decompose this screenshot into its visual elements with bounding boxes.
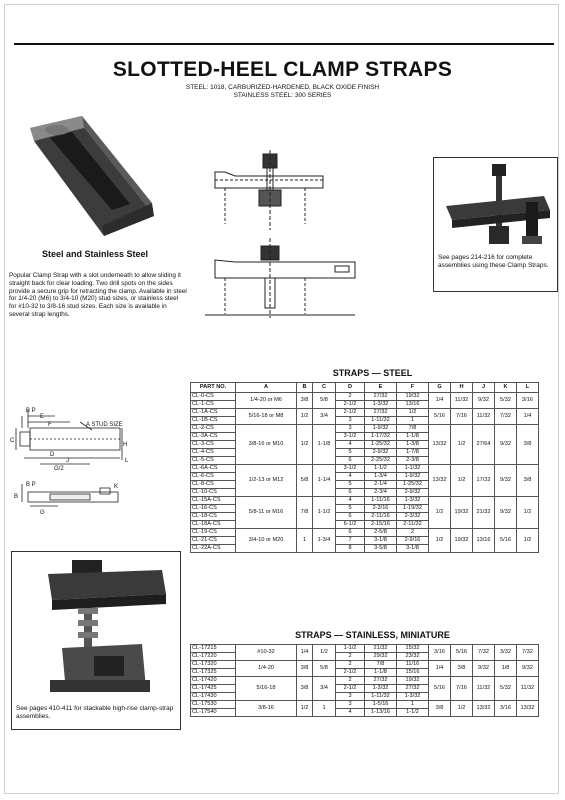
dim-f-cell: 1/2 xyxy=(397,409,429,417)
dim-f-cell: 2-3/32 xyxy=(397,513,429,521)
dim-k-cell: 1/8 xyxy=(495,661,517,677)
dim-e-cell: 27/32 xyxy=(365,393,397,401)
dim-f-cell: 15/32 xyxy=(397,645,429,653)
dim-c-cell: 5/8 xyxy=(313,393,336,409)
stackable-caption: See pages 410-411 for stackable high-rise clamp-strap assemblies. xyxy=(16,705,174,720)
dim-d-cell: 3 xyxy=(336,693,365,701)
dim-label-bp: B P xyxy=(26,408,36,414)
column-header: H xyxy=(451,383,473,393)
dim-g-cell: 13/32 xyxy=(429,425,451,465)
dim-j-cell: 9/32 xyxy=(473,661,495,677)
dim-d-cell: 3-1/2 xyxy=(336,465,365,473)
dim-c-cell: 1-1/2 xyxy=(313,497,336,529)
dim-label-h: H xyxy=(123,442,128,448)
dim-b-cell: 3/8 xyxy=(297,661,313,677)
part-number-cell: CL-16-CS xyxy=(191,505,236,513)
table-row xyxy=(191,425,539,433)
dim-e-cell: 1-17/32 xyxy=(365,433,397,441)
dim-label-c: C xyxy=(10,438,15,444)
dim-j-cell: 11/32 xyxy=(473,677,495,701)
dim-h-cell: 7/16 xyxy=(451,677,473,701)
table-row xyxy=(191,701,539,709)
stackable-photo-box xyxy=(11,551,181,730)
part-number-cell: CL-0-CS xyxy=(191,393,236,401)
dim-a-cell: 5/8-11 or M16 xyxy=(236,497,297,529)
dim-c-cell: 5/8 xyxy=(313,661,336,677)
dim-j-cell: 11/32 xyxy=(473,409,495,425)
part-number-cell: CL-3-CS xyxy=(191,441,236,449)
dim-b-cell: 1/4 xyxy=(297,645,313,661)
dim-c-cell: 1/2 xyxy=(313,645,336,661)
dim-e-cell: 2-1/4 xyxy=(365,481,397,489)
dim-d-cell: 3 xyxy=(336,701,365,709)
dim-d-cell: 4 xyxy=(336,473,365,481)
page-title: SLOTTED-HEEL CLAMP STRAPS xyxy=(112,58,453,81)
dim-d-cell: 6 xyxy=(336,457,365,465)
dim-e-cell: 1-11/32 xyxy=(365,693,397,701)
part-number-cell: CL-17325 xyxy=(191,669,236,677)
dim-label-k: K xyxy=(114,484,119,490)
material-stainless-note: STAINLESS STEEL: 300 SERIES xyxy=(233,92,332,99)
table-row xyxy=(191,661,539,669)
dim-d-cell: 3 xyxy=(336,417,365,425)
table-row xyxy=(191,677,539,685)
dim-e-cell: 2-5/8 xyxy=(365,529,397,537)
dim-d-cell: 3-1/2 xyxy=(336,433,365,441)
dim-e-cell: 3-5/8 xyxy=(365,545,397,553)
dim-d-cell: 2-1/2 xyxy=(336,685,365,693)
dim-k-cell: 9/32 xyxy=(495,465,517,497)
dim-e-cell: 2-3/4 xyxy=(365,489,397,497)
dim-c-cell: 1-1/8 xyxy=(313,425,336,465)
dim-f-cell: 3-1/8 xyxy=(397,545,429,553)
dim-a-cell: 3/8-16 or M10 xyxy=(236,425,297,465)
assembly-photo-box xyxy=(433,157,558,292)
dim-label-f: F xyxy=(48,422,52,428)
dim-g-cell: 3/8 xyxy=(429,701,451,717)
dim-e-cell: 2-25/32 xyxy=(365,457,397,465)
part-number-cell: CL-6A-CS xyxy=(191,465,236,473)
steel-straps-table xyxy=(190,382,539,553)
dim-g-cell: 5/16 xyxy=(429,677,451,701)
dim-label-e: E xyxy=(40,414,45,420)
dim-f-cell: 1 xyxy=(397,701,429,709)
dim-g-cell: 1/4 xyxy=(429,393,451,409)
dim-a-cell: 5/16-18 or M8 xyxy=(236,409,297,425)
table-row xyxy=(191,645,539,653)
dim-f-cell: 1 xyxy=(397,417,429,425)
dim-f-cell: 2-11/32 xyxy=(397,521,429,529)
table-row xyxy=(191,465,539,473)
dim-d-cell: 2 xyxy=(336,677,365,685)
dim-l-cell: 9/32 xyxy=(517,661,539,677)
dim-a-cell: #10-32 xyxy=(236,645,297,661)
dim-label-j: J xyxy=(66,458,69,464)
dim-h-cell: 3/8 xyxy=(451,661,473,677)
dim-e-cell: 1-3/32 xyxy=(365,401,397,409)
dim-f-cell: 19/32 xyxy=(397,393,429,401)
dim-e-cell: 1-1/2 xyxy=(365,465,397,473)
dim-b-cell: 1/2 xyxy=(297,409,313,425)
dim-e-cell: 2-3/16 xyxy=(365,505,397,513)
dim-e-cell: 1-9/32 xyxy=(365,425,397,433)
dim-l-cell: 13/32 xyxy=(517,701,539,717)
dim-a-cell: 5/16-18 xyxy=(236,677,297,701)
dim-j-cell: 9/32 xyxy=(473,393,495,409)
dim-b-cell: 7/8 xyxy=(297,497,313,529)
dim-f-cell: 1-3/32 xyxy=(397,497,429,505)
dim-h-cell: 1/2 xyxy=(451,701,473,717)
dim-d-cell: 2 xyxy=(336,661,365,669)
column-header: G xyxy=(429,383,451,393)
dim-d-cell: 6 xyxy=(336,529,365,537)
clamp-strap-photo xyxy=(12,108,162,238)
dim-l-cell: 1/4 xyxy=(517,409,539,425)
dim-f-cell: 13/16 xyxy=(397,401,429,409)
dim-d-cell: 2-1/2 xyxy=(336,669,365,677)
dim-d-cell: 1-1/2 xyxy=(336,645,365,653)
column-header: J xyxy=(473,383,495,393)
dim-f-cell: 2-9/32 xyxy=(397,489,429,497)
dim-e-cell: 2-11/16 xyxy=(365,513,397,521)
dim-a-cell: 3/4-10 or M20 xyxy=(236,529,297,553)
steel-table-heading: STRAPS — STEEL xyxy=(332,368,413,378)
clamp-assembly-photo xyxy=(434,158,557,253)
dim-h-cell: 19/32 xyxy=(451,497,473,529)
table-row xyxy=(191,497,539,505)
dim-j-cell: 27/64 xyxy=(473,425,495,465)
stainless-table-heading: STRAPS — STAINLESS, MINIATURE xyxy=(295,630,450,640)
table-row xyxy=(191,393,539,401)
dim-f-cell: 23/32 xyxy=(397,653,429,661)
dim-e-cell: 27/32 xyxy=(365,409,397,417)
dim-l-cell: 3/8 xyxy=(517,465,539,497)
dim-a-cell: 1/4-20 xyxy=(236,661,297,677)
dim-k-cell: 3/16 xyxy=(495,701,517,717)
dim-f-cell: 1-3/8 xyxy=(397,441,429,449)
dim-f-cell: 1-19/32 xyxy=(397,505,429,513)
dim-l-cell: 3/8 xyxy=(517,425,539,465)
dim-h-cell: 1/2 xyxy=(451,425,473,465)
dim-j-cell: 17/32 xyxy=(473,465,495,497)
dim-g-cell: 3/16 xyxy=(429,645,451,661)
table-row xyxy=(191,409,539,417)
part-number-cell: CL-1A-CS xyxy=(191,409,236,417)
part-number-cell: CL-17420 xyxy=(191,677,236,685)
dim-a-cell: 1/2-13 or M12 xyxy=(236,465,297,497)
dim-d-cell: 5 xyxy=(336,505,365,513)
part-number-cell: CL-18-CS xyxy=(191,513,236,521)
part-number-cell: CL-6-CS xyxy=(191,473,236,481)
column-header: B xyxy=(297,383,313,393)
dim-e-cell: 1-3/4 xyxy=(365,473,397,481)
column-header: L xyxy=(517,383,539,393)
dim-e-cell: 1-11/16 xyxy=(365,497,397,505)
dim-d-cell: 4 xyxy=(336,497,365,505)
dim-f-cell: 2-3/8 xyxy=(397,457,429,465)
dim-k-cell: 5/32 xyxy=(495,677,517,701)
dim-d-cell: 4 xyxy=(336,709,365,717)
dim-c-cell: 3/4 xyxy=(313,677,336,701)
dim-h-cell: 11/32 xyxy=(451,393,473,409)
part-number-cell: CL-17220 xyxy=(191,653,236,661)
dim-f-cell: 1-1/32 xyxy=(397,465,429,473)
part-number-cell: CL-8-CS xyxy=(191,481,236,489)
part-number-cell: CL-18A-CS xyxy=(191,521,236,529)
dim-f-cell: 1-7/8 xyxy=(397,449,429,457)
part-number-cell: CL-4-CS xyxy=(191,449,236,457)
dim-k-cell: 9/32 xyxy=(495,497,517,529)
dim-d-cell: 5 xyxy=(336,481,365,489)
dim-g-cell: 5/16 xyxy=(429,409,451,425)
dim-d-cell: 4 xyxy=(336,441,365,449)
part-number-cell: CL-2-CS xyxy=(191,425,236,433)
dim-e-cell: 2-15/16 xyxy=(365,521,397,529)
dimension-diagram xyxy=(10,402,135,517)
dim-label-g2: G/2 xyxy=(54,466,64,472)
dim-h-cell: 7/16 xyxy=(451,409,473,425)
column-header: K xyxy=(495,383,517,393)
part-number-cell: CL-22A-CS xyxy=(191,545,236,553)
dim-j-cell: 21/32 xyxy=(473,497,495,529)
dim-d-cell: 2-1/2 xyxy=(336,409,365,417)
dim-b-cell: 1 xyxy=(297,529,313,553)
dim-e-cell: 2-9/32 xyxy=(365,449,397,457)
dim-k-cell: 3/32 xyxy=(495,645,517,661)
column-header: C xyxy=(313,383,336,393)
stackable-assembly-photo xyxy=(12,552,180,700)
dim-label-d: D xyxy=(50,452,55,458)
dim-f-cell: 19/32 xyxy=(397,677,429,685)
dim-e-cell: 1-11/32 xyxy=(365,417,397,425)
dim-l-cell: 1/2 xyxy=(517,529,539,553)
table-row xyxy=(191,529,539,537)
dim-l-cell: 1/2 xyxy=(517,497,539,529)
dim-b-cell: 3/8 xyxy=(297,393,313,409)
dim-e-cell: 29/32 xyxy=(365,653,397,661)
dim-e-cell: 1-3/32 xyxy=(365,685,397,693)
dim-j-cell: 13/32 xyxy=(473,701,495,717)
dim-label-b: B xyxy=(14,494,19,500)
part-number-cell: CL-17425 xyxy=(191,685,236,693)
product-description: Popular Clamp Strap with a slot underneath to allow sliding it straight back for clear loading. Two drill spots on the sides provide a secure grip for retracting the clamp. Available in steel for 1/4-20 (M6) to 3/4-10 (M20) stud sizes, or stainless steel for #10-32 to 3/8-16 stud sizes. Each size is available in several strap lengths. xyxy=(9,272,187,318)
dim-a-cell: 1/4-20 or M6 xyxy=(236,393,297,409)
dim-b-cell: 5/8 xyxy=(297,465,313,497)
dim-d-cell: 6 xyxy=(336,489,365,497)
dim-c-cell: 1-1/4 xyxy=(313,465,336,497)
dim-label-bp-bottom: B P xyxy=(26,482,36,488)
clamp-assembly-drawing xyxy=(205,150,365,320)
dim-d-cell: 5 xyxy=(336,449,365,457)
dim-g-cell: 1/4 xyxy=(429,661,451,677)
part-number-cell: CL-17430 xyxy=(191,693,236,701)
dim-h-cell: 1/2 xyxy=(451,465,473,497)
dim-g-cell: 13/32 xyxy=(429,465,451,497)
part-number-cell: CL-19-CS xyxy=(191,529,236,537)
dim-e-cell: 27/32 xyxy=(365,677,397,685)
dim-d-cell: 6 xyxy=(336,513,365,521)
part-number-cell: CL-17215 xyxy=(191,645,236,653)
dim-f-cell: 1-3/32 xyxy=(397,693,429,701)
steel-stainless-heading: Steel and Stainless Steel xyxy=(41,249,149,259)
dim-label-g: G xyxy=(40,510,45,516)
column-header: E xyxy=(365,383,397,393)
part-number-cell: CL-1B-CS xyxy=(191,417,236,425)
dim-k-cell: 7/32 xyxy=(495,409,517,425)
dim-g-cell: 1/2 xyxy=(429,497,451,529)
part-number-cell: CL-17540 xyxy=(191,709,236,717)
dim-l-cell: 11/32 xyxy=(517,677,539,701)
dim-c-cell: 3/4 xyxy=(313,409,336,425)
dim-d-cell: 2 xyxy=(336,393,365,401)
dim-b-cell: 1/2 xyxy=(297,701,313,717)
dim-d-cell: 8 xyxy=(336,545,365,553)
dim-label-a-stud: A STUD SIZE xyxy=(86,422,123,428)
dim-f-cell: 15/16 xyxy=(397,669,429,677)
part-number-cell: CL-10-CS xyxy=(191,489,236,497)
dim-e-cell: 1-13/16 xyxy=(365,709,397,717)
column-header: D xyxy=(336,383,365,393)
dim-e-cell: 7/8 xyxy=(365,661,397,669)
dim-c-cell: 1-3/4 xyxy=(313,529,336,553)
dim-d-cell: 6-1/2 xyxy=(336,521,365,529)
part-number-cell: CL-5-CS xyxy=(191,457,236,465)
dim-k-cell: 5/16 xyxy=(495,529,517,553)
part-number-cell: CL-17320 xyxy=(191,661,236,669)
dim-k-cell: 9/32 xyxy=(495,425,517,465)
dim-e-cell: 21/32 xyxy=(365,645,397,653)
dim-b-cell: 1/2 xyxy=(297,425,313,465)
part-number-cell: CL-15A-CS xyxy=(191,497,236,505)
dim-f-cell: 1-9/32 xyxy=(397,473,429,481)
material-steel-note: STEEL: 1018, CARBURIZED-HARDENED, BLACK OXIDE FINISH xyxy=(185,84,380,91)
dim-f-cell: 27/32 xyxy=(397,685,429,693)
dim-f-cell: 2-9/16 xyxy=(397,537,429,545)
dim-b-cell: 3/8 xyxy=(297,677,313,701)
dim-j-cell: 7/32 xyxy=(473,645,495,661)
dim-h-cell: 5/16 xyxy=(451,645,473,661)
dim-d-cell: 7 xyxy=(336,537,365,545)
header-rule xyxy=(14,43,554,45)
dim-f-cell: 2 xyxy=(397,529,429,537)
dim-h-cell: 19/32 xyxy=(451,529,473,553)
dim-f-cell: 1-1/2 xyxy=(397,709,429,717)
dim-d-cell: 3 xyxy=(336,425,365,433)
dim-f-cell: 7/8 xyxy=(397,425,429,433)
column-header: PART NO. xyxy=(191,383,236,393)
dim-e-cell: 1-1/8 xyxy=(365,669,397,677)
assembly-caption: See pages 214-216 for complete assemblies using these Clamp Straps. xyxy=(438,254,549,269)
dim-label-l: L xyxy=(125,458,129,464)
dim-k-cell: 5/32 xyxy=(495,393,517,409)
dim-g-cell: 1/2 xyxy=(429,529,451,553)
dim-a-cell: 3/8-16 xyxy=(236,701,297,717)
dim-l-cell: 7/32 xyxy=(517,645,539,661)
stainless-straps-table xyxy=(190,644,539,717)
table-header-row xyxy=(191,383,539,393)
dim-l-cell: 3/16 xyxy=(517,393,539,409)
part-number-cell: CL-21-CS xyxy=(191,537,236,545)
part-number-cell: CL-3A-CS xyxy=(191,433,236,441)
dim-e-cell: 3-1/8 xyxy=(365,537,397,545)
dim-e-cell: 1-25/32 xyxy=(365,441,397,449)
dim-d-cell: 2-1/2 xyxy=(336,401,365,409)
dim-f-cell: 1-25/32 xyxy=(397,481,429,489)
dim-c-cell: 1 xyxy=(313,701,336,717)
column-header: F xyxy=(397,383,429,393)
dim-f-cell: 1-1/8 xyxy=(397,433,429,441)
part-number-cell: CL-1-CS xyxy=(191,401,236,409)
part-number-cell: CL-17530 xyxy=(191,701,236,709)
dim-d-cell: 2 xyxy=(336,653,365,661)
column-header: A xyxy=(236,383,297,393)
dim-j-cell: 13/16 xyxy=(473,529,495,553)
dim-f-cell: 11/16 xyxy=(397,661,429,669)
dim-e-cell: 1-5/16 xyxy=(365,701,397,709)
